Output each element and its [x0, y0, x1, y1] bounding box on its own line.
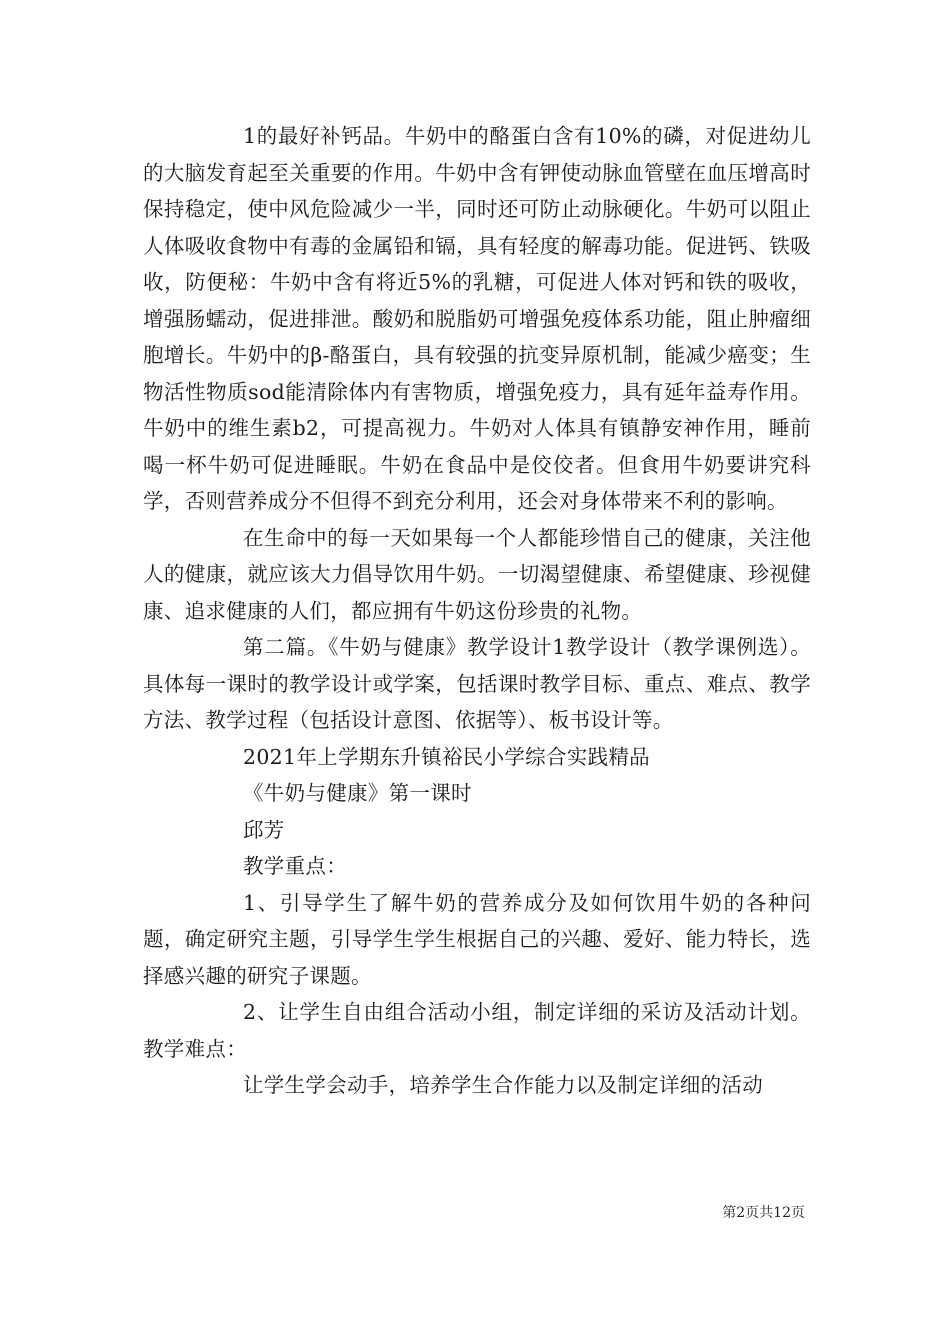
paragraph-health-advocacy: 在生命中的每一天如果每一个人都能珍惜自己的健康，关注他人的健康，就应该大力倡导饮用牛奶。一切渴望健康、希望健康、珍视健康、追求健康的人们，都应拥有牛奶这份珍贵的礼物。: [143, 525, 811, 623]
lesson-title-line: 《牛奶与健康》第一课时: [243, 781, 472, 805]
author-line: 邱芳: [243, 817, 285, 842]
difficulty-paragraph: 让学生学会动手，培养学生合作能力以及制定详细的活动: [243, 1073, 763, 1097]
paragraph-milk-benefits: 1的最好补钙品。牛奶中的酪蛋白含有10%的磷，对促进幼儿的大脑发育起至关重要的作用。牛奶中含有钾使动脉血管壁在血压增高时保持稳定，使中风危险减少一半，同时还可防止动脉硬化。牛奶可以阻止人体吸收食物中有毒的金属铅和镉，具有轻度的解毒功能。促进钙、铁吸收，防便秘：牛奶中含有将近5%的乳糖，可促进人体对钙和铁的吸收，增强肠蠕动，促进排泄。酸奶和脱脂奶可增强免疫体系功能，阻止肿瘤细胞增长。牛奶中的β-酪蛋白，具有较强的抗变异原机制，能减少癌变；生物活性物质sod能清除体内有害物质，增强免疫力，具有延年益寿作用。牛奶中的维生素b2，可提高视力。牛奶对人体具有镇静安神作用，睡前喝一杯牛奶可促进睡眠。牛奶在食品中是佼佼者。但食用牛奶要讲究科学，否则营养成分不但得不到充分利用，还会对身体带来不利的影响。: [143, 124, 811, 513]
focus-item-1: 1、引导学生了解牛奶的营养成分及如何饮用牛奶的各种问题，确定研究主题，引导学生学生根据自己的兴趣、爱好、能力特长，选择感兴趣的研究子课题。: [143, 890, 811, 988]
lesson-source-line: 2021年上学期东升镇裕民小学综合实践精品: [243, 744, 650, 769]
document-body: [143, 118, 811, 1104]
paragraph-second-part: 第二篇。《牛奶与健康》教学设计1教学设计（教学课例选）。具体每一课时的教学设计或学案，包括课时教学目标、重点、难点、教学方法、教学过程（包括设计意图、依据等）、板书设计等。: [143, 635, 811, 732]
focus-item-2: 2、让学生自由组合活动小组，制定详细的采访及活动计划。教学难点：: [143, 1000, 811, 1061]
teaching-focus-heading: 教学重点：: [243, 854, 347, 878]
page-number-footer: 第2页共12页: [722, 1205, 805, 1221]
